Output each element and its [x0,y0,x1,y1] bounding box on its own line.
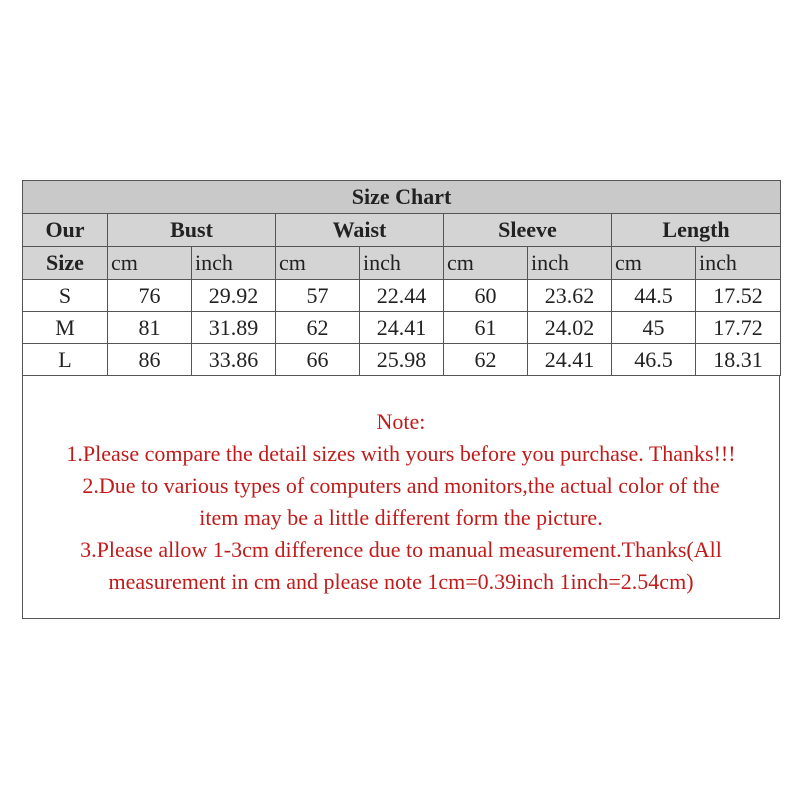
table-cell: 24.41 [528,344,612,376]
table-cell: 81 [108,312,192,344]
table-cell: 86 [108,344,192,376]
size-label: S [23,280,108,312]
table-row [23,280,781,312]
note-line: 3.Please allow 1-3cm difference due to manual measurement.Thanks(All [80,537,722,562]
unit-cm: cm [444,247,528,280]
unit-inch: inch [192,247,276,280]
group-header-sleeve: Sleeve [444,214,612,247]
note-line: measurement in cm and please note 1cm=0.39inch 1inch=2.54cm) [108,569,694,594]
unit-inch: inch [696,247,781,280]
size-chart [22,180,780,619]
size-header-bottom: Size [23,247,108,280]
table-cell: 18.31 [696,344,781,376]
unit-inch: inch [360,247,444,280]
size-label: L [23,344,108,376]
chart-title: Size Chart [23,181,781,214]
unit-cm: cm [276,247,360,280]
table-row [23,344,781,376]
note-line: item may be a little different form the picture. [199,505,603,530]
size-table [22,180,781,376]
table-cell: 76 [108,280,192,312]
notes-block [23,406,779,598]
table-cell: 25.98 [360,344,444,376]
table-cell: 61 [444,312,528,344]
table-cell: 66 [276,344,360,376]
table-cell: 33.86 [192,344,276,376]
table-cell: 24.02 [528,312,612,344]
table-cell: 46.5 [612,344,696,376]
table-cell: 45 [612,312,696,344]
group-header-waist: Waist [276,214,444,247]
size-label: M [23,312,108,344]
table-cell: 62 [276,312,360,344]
table-cell: 17.72 [696,312,781,344]
table-cell: 57 [276,280,360,312]
table-cell: 44.5 [612,280,696,312]
table-cell: 31.89 [192,312,276,344]
table-cell: 23.62 [528,280,612,312]
note-line: 1.Please compare the detail sizes with yours before you purchase. Thanks!!! [66,441,736,466]
table-cell: 60 [444,280,528,312]
unit-cm: cm [612,247,696,280]
note-line: 2.Due to various types of computers and monitors,the actual color of the [82,473,720,498]
table-cell: 22.44 [360,280,444,312]
table-cell: 29.92 [192,280,276,312]
table-cell: 62 [444,344,528,376]
table-cell: 24.41 [360,312,444,344]
unit-cm: cm [108,247,192,280]
size-header-top: Our [23,214,108,247]
table-row [23,312,781,344]
unit-inch: inch [528,247,612,280]
table-cell: 17.52 [696,280,781,312]
group-header-length: Length [612,214,781,247]
note-heading: Note: [376,409,426,434]
group-header-bust: Bust [108,214,276,247]
